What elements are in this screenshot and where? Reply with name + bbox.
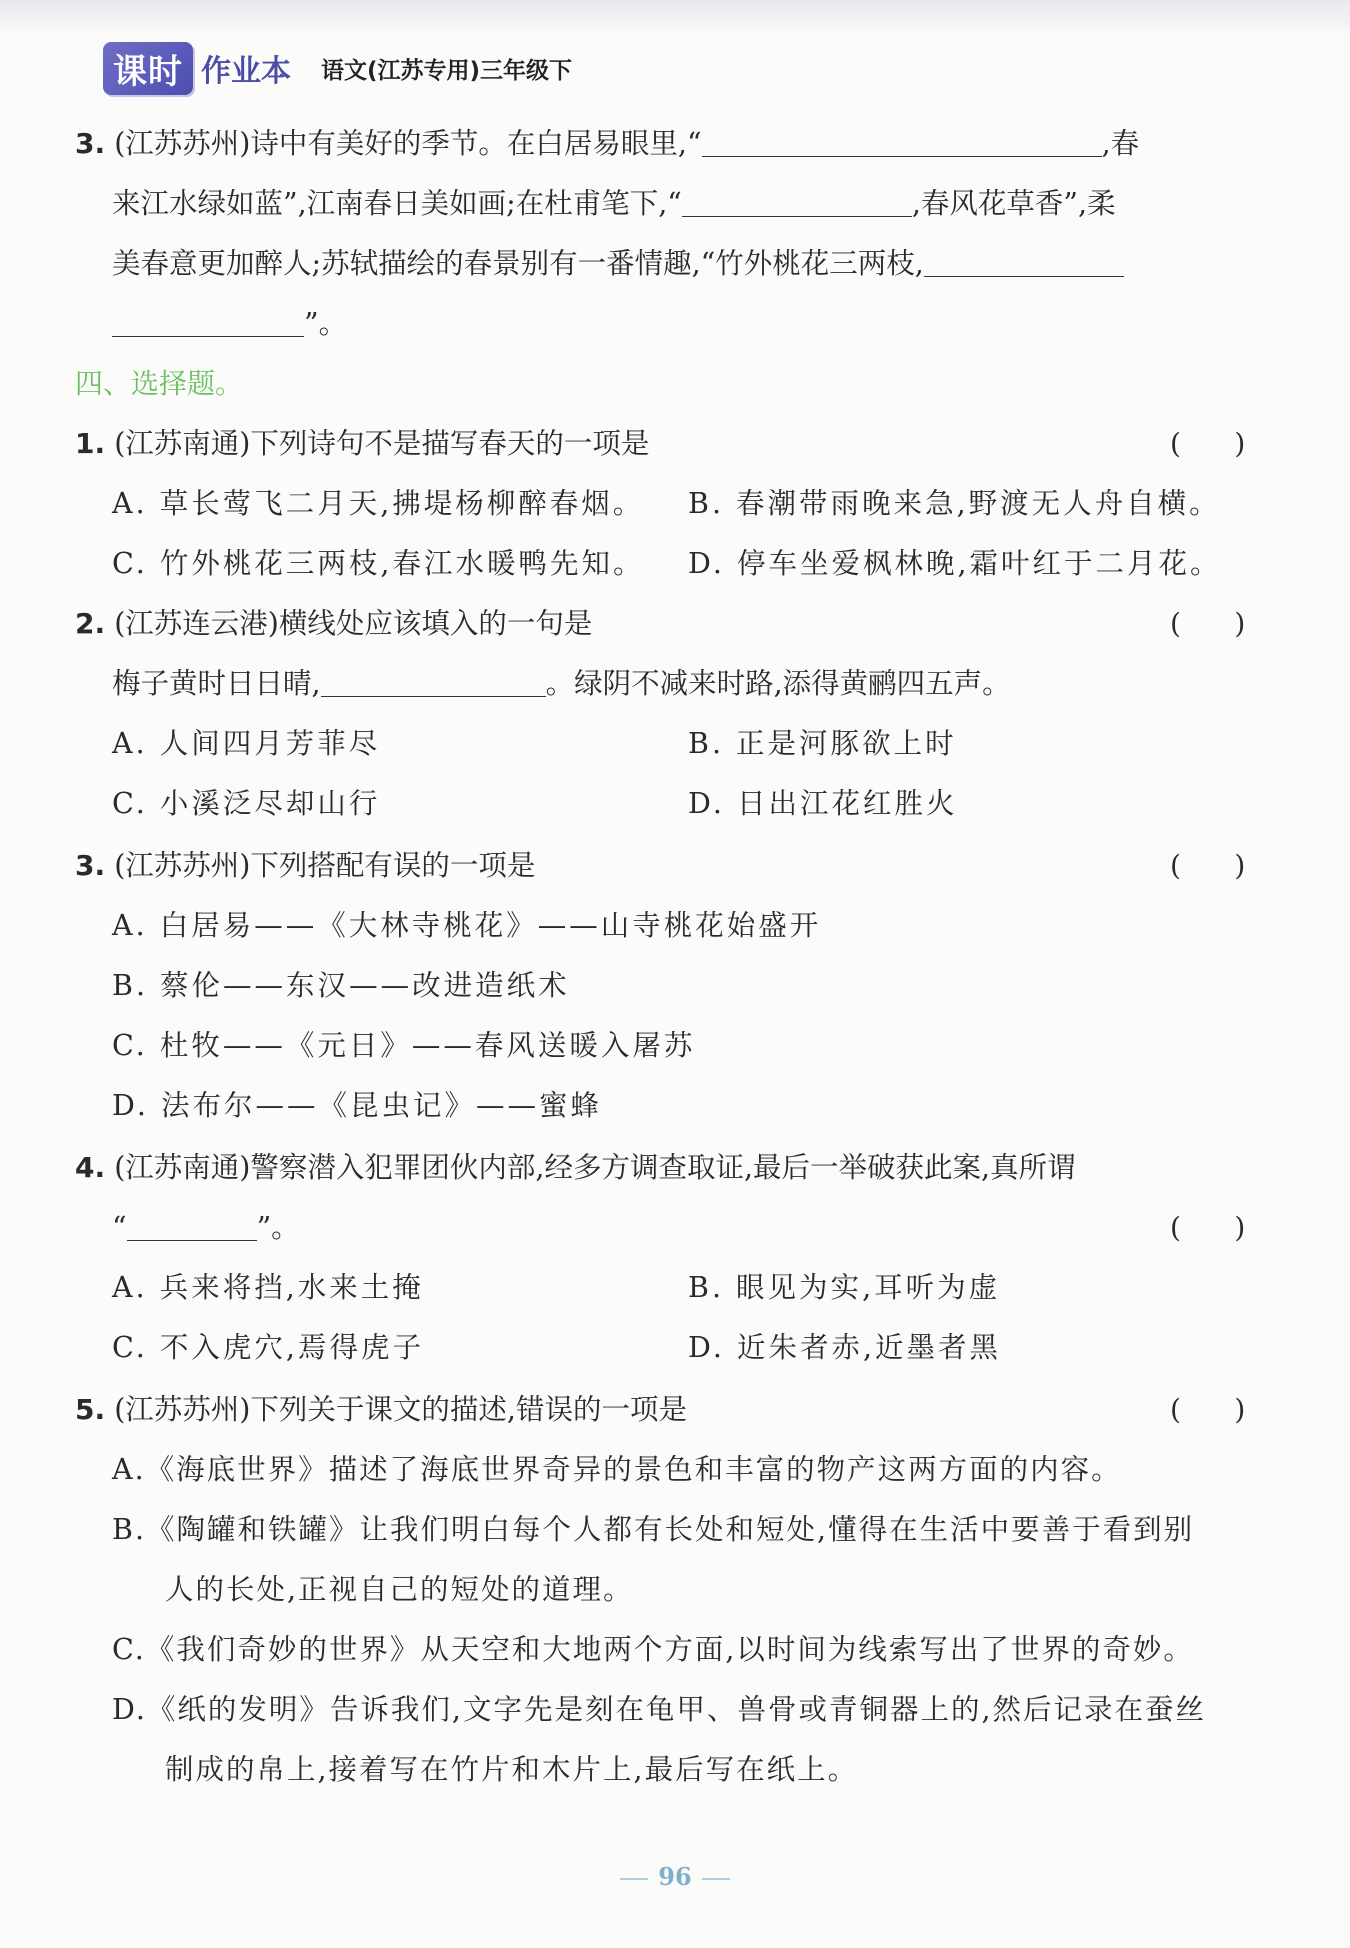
footer-dash bbox=[620, 1878, 648, 1880]
option-a[interactable]: A. 草长莺飞二月天,拂堤杨柳醉春烟。 bbox=[112, 487, 645, 520]
question-number: 2. bbox=[75, 607, 106, 640]
answer-bracket[interactable]: ( ) bbox=[1170, 1393, 1246, 1426]
option-c[interactable]: C. 杜牧——《元日》——春风送暖入屠苏 bbox=[112, 1029, 696, 1062]
option-c[interactable]: C.《我们奇妙的世界》从天空和大地两个方面,以时间为线索写出了世界的奇妙。 bbox=[112, 1633, 1194, 1666]
option-b[interactable]: B. 蔡伦——东汉——改进造纸术 bbox=[112, 969, 570, 1002]
subject-title: 语文(江苏专用)三年级下 bbox=[321, 57, 573, 84]
option-d[interactable]: D. 近朱者赤,近墨者黑 bbox=[688, 1331, 1002, 1364]
question-text: (江苏苏州)诗中有美好的季节。在白居易眼里,“ bbox=[114, 127, 702, 160]
question-3 bbox=[75, 846, 535, 886]
question-number: 4. bbox=[75, 1151, 106, 1184]
quote-open: “ bbox=[112, 1211, 127, 1244]
question-2 bbox=[75, 604, 592, 644]
option-d[interactable]: D. 法布尔——《昆虫记》——蜜蜂 bbox=[112, 1089, 602, 1122]
option-b[interactable]: B. 正是河豚欲上时 bbox=[688, 727, 957, 760]
option-d[interactable]: D. 日出江花红胜火 bbox=[688, 787, 958, 820]
fill-question-3-line3 bbox=[112, 244, 1124, 284]
page-number: 96 bbox=[658, 1862, 692, 1891]
question-number: 3. bbox=[75, 849, 106, 882]
question-number: 5. bbox=[75, 1393, 106, 1426]
option-b[interactable]: B. 春潮带雨晚来急,野渡无人舟自横。 bbox=[688, 487, 1221, 520]
poem-text: 。绿阴不减来时路,添得黄鹂四五声。 bbox=[545, 667, 1011, 700]
page-header bbox=[103, 44, 572, 92]
fill-question-3-line4 bbox=[112, 304, 347, 344]
question-text: ,春风花草香”,柔 bbox=[911, 187, 1116, 220]
question-text: 来江水绿如蓝”,江南春日美如画;在杜甫笔下,“ bbox=[112, 187, 682, 220]
option-b[interactable]: B.《陶罐和铁罐》让我们明白每个人都有长处和短处,懂得在生活中要善于看到别 bbox=[112, 1513, 1195, 1546]
answer-bracket[interactable]: ( ) bbox=[1170, 427, 1246, 460]
quote-close: ”。 bbox=[256, 1211, 300, 1244]
question-number: 1. bbox=[75, 427, 106, 460]
answer-blank[interactable] bbox=[682, 186, 912, 217]
option-b[interactable]: B. 眼见为实,耳听为虚 bbox=[688, 1271, 1001, 1304]
option-a[interactable]: A. 白居易——《大林寺桃花》——山寺桃花始盛开 bbox=[112, 909, 822, 942]
answer-bracket[interactable]: ( ) bbox=[1170, 1211, 1246, 1244]
page-footer bbox=[0, 1862, 1350, 1891]
answer-blank[interactable] bbox=[924, 246, 1124, 277]
option-b-continued: 人的长处,正视自己的短处的道理。 bbox=[165, 1573, 634, 1606]
question-number: 3. bbox=[75, 127, 106, 160]
option-a[interactable]: A. 人间四月芳菲尽 bbox=[112, 727, 381, 760]
question-text: 美春意更加醉人;苏轼描绘的春景别有一番情趣,“竹外桃花三两枝, bbox=[112, 247, 924, 280]
option-d[interactable]: D.《纸的发明》告诉我们,文字先是刻在龟甲、兽骨或青铜器上的,然后记录在蚕丝 bbox=[112, 1693, 1207, 1726]
question-4 bbox=[75, 1148, 1076, 1188]
option-c[interactable]: C. 竹外桃花三两枝,春江水暖鸭先知。 bbox=[112, 547, 645, 580]
question-text: (江苏南通)警察潜入犯罪团伙内部,经多方调查取证,最后一举破获此案,真所谓 bbox=[114, 1151, 1076, 1184]
answer-blank[interactable] bbox=[321, 666, 546, 697]
question-text: (江苏苏州)下列关于课文的描述,错误的一项是 bbox=[114, 1393, 687, 1426]
option-a[interactable]: A. 兵来将挡,水来土掩 bbox=[112, 1271, 424, 1304]
option-d[interactable]: D. 停车坐爱枫林晚,霜叶红于二月花。 bbox=[688, 547, 1222, 580]
poem-text: 梅子黄时日日晴, bbox=[112, 667, 321, 700]
question-text: (江苏连云港)横线处应该填入的一句是 bbox=[114, 607, 593, 640]
option-d-continued: 制成的帛上,接着写在竹片和木片上,最后写在纸上。 bbox=[165, 1753, 859, 1786]
question-text: (江苏苏州)下列搭配有误的一项是 bbox=[114, 849, 536, 882]
answer-blank[interactable] bbox=[702, 126, 1102, 157]
footer-dash bbox=[702, 1878, 730, 1880]
section-title: 四、选择题。 bbox=[75, 367, 244, 400]
option-a[interactable]: A.《海底世界》描述了海底世界奇异的景色和丰富的物产这两方面的内容。 bbox=[112, 1453, 1122, 1486]
question-5 bbox=[75, 1390, 687, 1430]
poem-line bbox=[112, 664, 1011, 704]
question-text: ”。 bbox=[304, 307, 348, 340]
page-top-strip bbox=[0, 0, 1350, 30]
question-1 bbox=[75, 424, 649, 464]
brand-name: 作业本 bbox=[201, 54, 291, 89]
answer-blank[interactable] bbox=[127, 1210, 257, 1241]
option-c[interactable]: C. 不入虎穴,焉得虎子 bbox=[112, 1331, 424, 1364]
answer-bracket[interactable]: ( ) bbox=[1170, 849, 1246, 882]
answer-blank[interactable] bbox=[112, 306, 304, 337]
question-text: ,春 bbox=[1101, 127, 1140, 160]
question-text: (江苏南通)下列诗句不是描写春天的一项是 bbox=[114, 427, 650, 460]
logo: 课时 bbox=[103, 42, 193, 95]
fill-question-3-line2 bbox=[112, 184, 1116, 224]
answer-bracket[interactable]: ( ) bbox=[1170, 607, 1246, 640]
option-c[interactable]: C. 小溪泛尽却山行 bbox=[112, 787, 381, 820]
quote-line bbox=[112, 1208, 300, 1248]
fill-question-3-line1 bbox=[75, 124, 1139, 164]
